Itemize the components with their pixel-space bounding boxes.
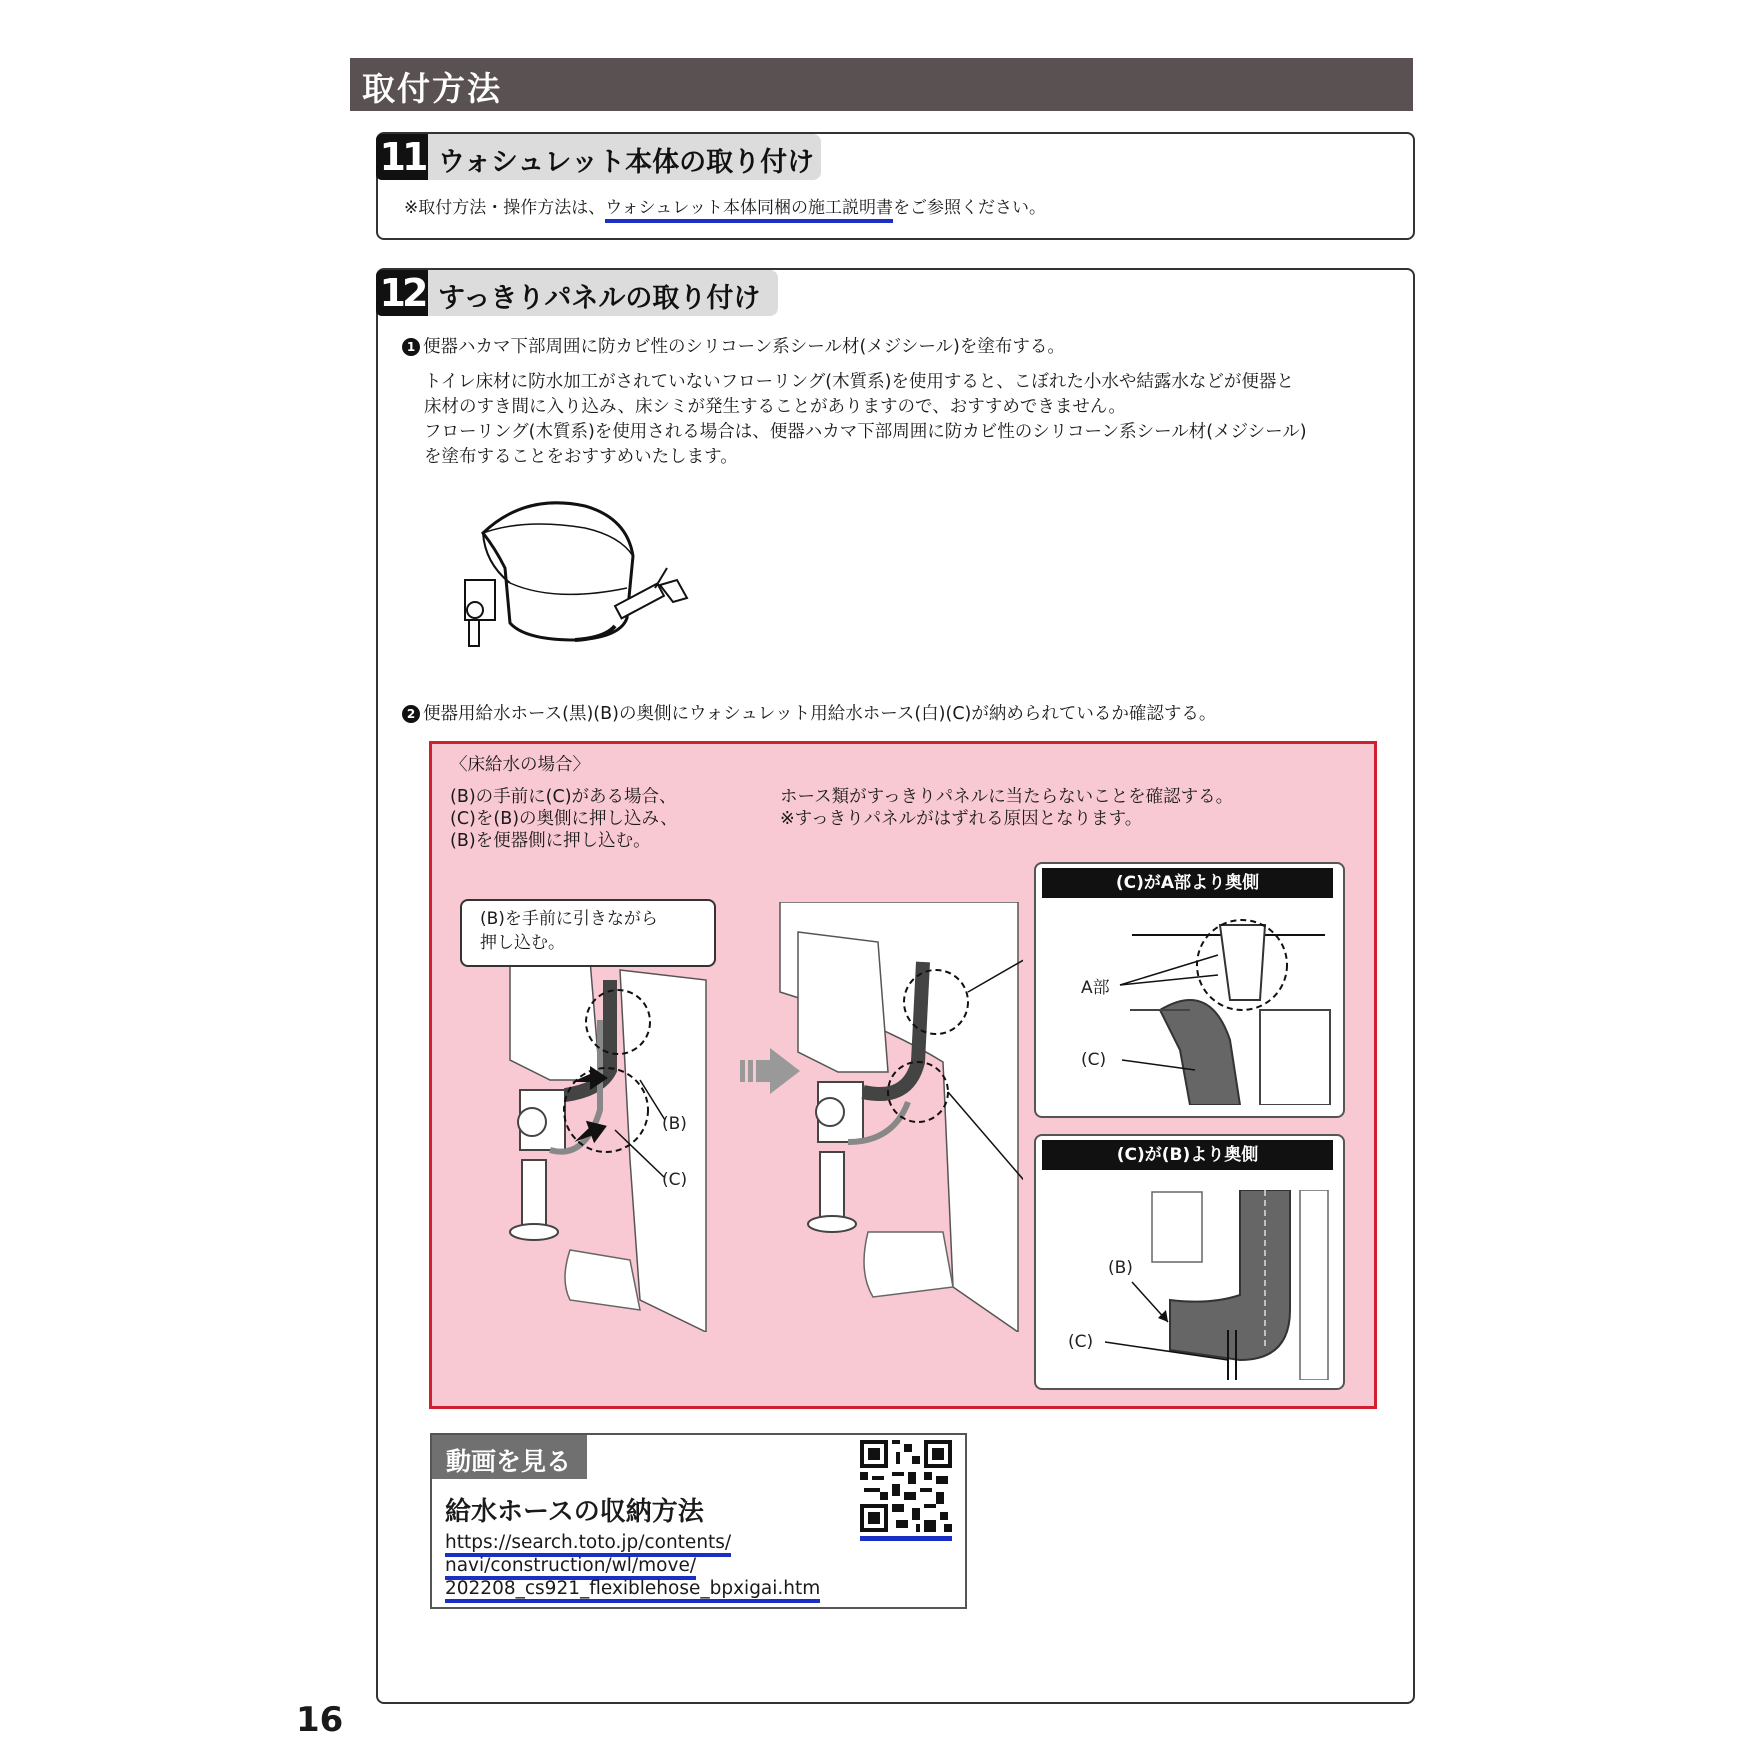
header-bar <box>350 58 1413 111</box>
paragraph-line: フローリング(木質系)を使用される場合は、便器ハカマ下部周囲に防カビ性のシリコーン系シール材(メジシール) <box>424 422 1307 442</box>
video-title: 給水ホースの収納方法 <box>445 1497 704 1527</box>
url-line-text: 202208_cs921_flexiblehose_bpxigai.htm <box>445 1578 820 1603</box>
label-part-a-pointer <box>1118 950 1228 1000</box>
label-part-a: A部 <box>1081 978 1110 998</box>
bullet-1-icon: 1 <box>402 338 420 356</box>
watch-video-label: 動画を見る <box>446 1447 572 1476</box>
sealant-recommend-paragraph <box>424 420 1307 470</box>
paragraph-line: を塗布することをおすすめいたします。 <box>424 447 738 467</box>
flooring-warning-paragraph <box>424 370 1294 420</box>
label-detail-b-c-pointer <box>1103 1338 1233 1368</box>
note-prefix: ※取付方法・操作方法は、 <box>404 198 606 218</box>
url-line <box>445 1577 820 1600</box>
instruction-line: ホース類がすっきりパネルに当たらないことを確認する。 <box>780 787 1234 807</box>
instruction-1-text: 便器ハカマ下部周囲に防カビ性のシリコーン系シール材(メジシール)を塗布する。 <box>423 337 1065 357</box>
instruction-2-text: 便器用給水ホース(黒)(B)の奥側にウォシュレット用給水ホース(白)(C)が納められているか確認する。 <box>423 704 1217 724</box>
hose-push-diagram <box>490 960 710 1332</box>
label-detail-b-b-pointer <box>1130 1280 1180 1330</box>
page-number: 16 <box>296 1700 344 1740</box>
instruction-line: (B)を便器側に押し込む。 <box>450 831 651 851</box>
step-11-number: 11 <box>376 134 428 180</box>
step-11-note <box>404 193 1046 218</box>
hose-instruction-right <box>780 786 1233 830</box>
label-detail-b-c: (C) <box>1068 1332 1094 1352</box>
instruction-line: ※すっきりパネルがはずれる原因となります。 <box>780 809 1143 829</box>
label-hose-b: (B) <box>662 1114 687 1134</box>
label-hose-c: (C) <box>662 1170 688 1190</box>
url-line-text: https://search.toto.jp/contents/ <box>445 1532 731 1557</box>
step-12-title: すっきりパネルの取り付け <box>438 283 761 314</box>
toilet-sealant-illustration <box>455 488 695 653</box>
paragraph-line: 床材のすき間に入り込み、床シミが発生することがありますので、おすすめできません。 <box>424 397 1126 417</box>
note-suffix: をご参照ください。 <box>893 198 1047 218</box>
label-detail-b-b: (B) <box>1108 1258 1133 1278</box>
bullet-2-icon: 2 <box>402 705 420 723</box>
paragraph-line: トイレ床材に防水加工がされていないフローリング(木質系)を使用すると、こぼれた小水や結露水などが便器と <box>424 372 1294 392</box>
install-manual-link[interactable]: ウォシュレット本体同梱の施工説明書 <box>605 198 893 223</box>
detail-b-header: (C)が(B)より奥側 <box>1042 1140 1333 1170</box>
instruction-item-2 <box>402 702 1216 727</box>
hose-stored-diagram <box>778 902 1023 1332</box>
label-detail-a-c: (C) <box>1081 1050 1107 1070</box>
step-12-number: 12 <box>376 270 428 316</box>
detail-a-header: (C)がA部より奥側 <box>1042 868 1333 898</box>
instruction-line: (B)の手前に(C)がある場合、 <box>450 787 677 807</box>
callout-line: 押し込む。 <box>480 933 565 953</box>
push-tip-text <box>480 907 658 955</box>
step-11-title: ウォシュレット本体の取り付け <box>438 147 815 178</box>
section-header-title: 取付方法 <box>362 69 502 108</box>
qr-code-icon[interactable] <box>860 1440 952 1532</box>
instruction-line: (C)を(B)の奥側に押し込み、 <box>450 809 678 829</box>
url-line <box>445 1531 820 1554</box>
qr-link-underline <box>860 1536 952 1541</box>
url-line-text: navi/construction/wl/move/ <box>445 1555 696 1580</box>
floor-supply-heading: 〈床給水の場合〉 <box>450 755 590 775</box>
label-detail-a-c-pointer <box>1120 1056 1200 1076</box>
video-url-link[interactable] <box>445 1531 820 1600</box>
url-line <box>445 1554 820 1577</box>
callout-line: (B)を手前に引きながら <box>480 909 658 929</box>
hose-instruction-left <box>450 786 678 852</box>
instruction-item-1 <box>402 335 1065 360</box>
